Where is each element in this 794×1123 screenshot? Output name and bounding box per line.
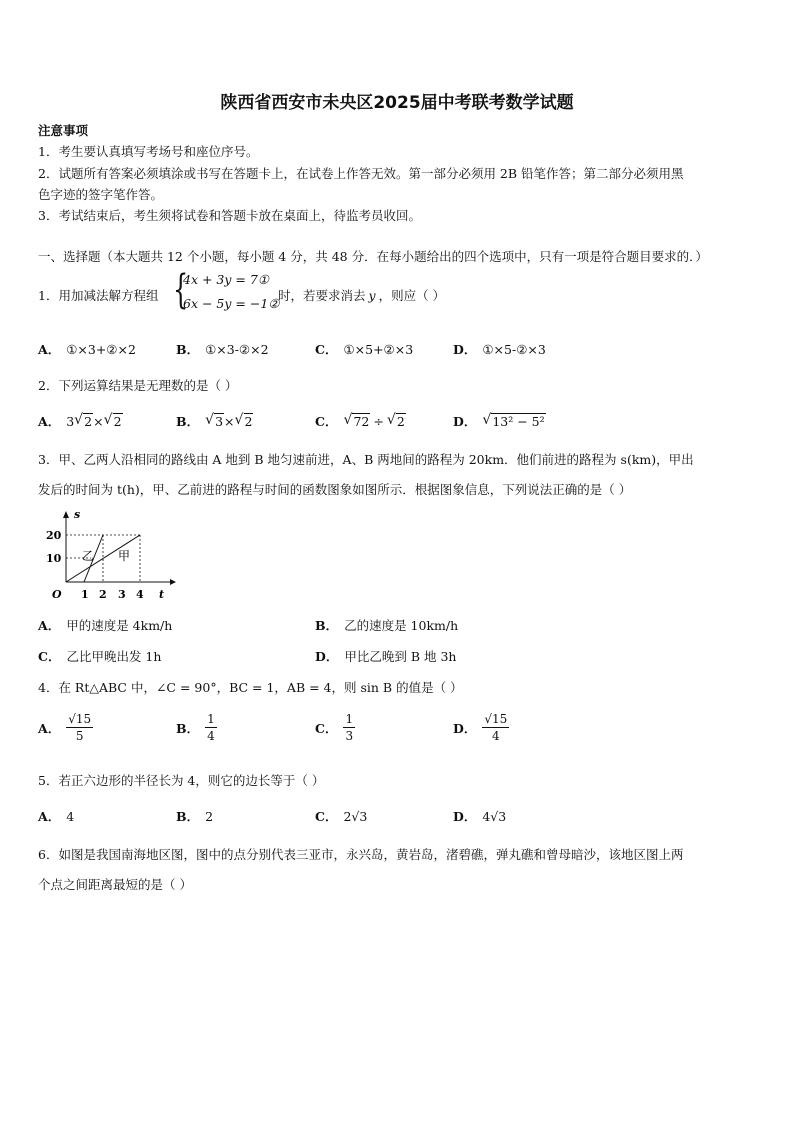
q1-tail: [278, 286, 445, 304]
operator: ÷: [373, 414, 384, 429]
option-label: C．: [315, 809, 338, 824]
operator: ×: [93, 414, 104, 429]
fraction: [482, 712, 509, 743]
option-text: ①×3+②×2: [66, 342, 136, 357]
option-label: A．: [38, 618, 61, 633]
option-text: ①×5-②×3: [482, 342, 546, 357]
q1-eq2: 6x − 5y = −1②: [183, 296, 280, 311]
q3-option-a[interactable]: [38, 616, 172, 634]
q5-option-b[interactable]: [176, 807, 213, 825]
x-tick-2: 2: [99, 588, 107, 601]
fraction: [343, 712, 355, 743]
fraction: [205, 712, 217, 743]
option-label: D．: [315, 649, 339, 664]
q3-option-b[interactable]: [315, 616, 458, 634]
numerator: √15: [68, 712, 92, 726]
q1-option-d[interactable]: [453, 340, 546, 358]
notice-item-1: 1．考生要认真填写考场号和座位序号。: [38, 144, 259, 159]
option-label: C．: [315, 342, 338, 357]
option-text: 2√3: [343, 809, 368, 824]
x-tick-1: 1: [81, 588, 89, 601]
option-label: A．: [38, 809, 61, 824]
option-text: ①×5+②×3: [343, 342, 414, 357]
q1-tail-a: 时，若要求消去: [278, 288, 366, 303]
q3-distance-time-graph: [36, 510, 176, 602]
option-label: B．: [176, 414, 200, 429]
option-text: 4: [66, 809, 75, 824]
q3-stem-2: 发后的时间为 t(h)，甲、乙前进的路程与时间的函数图象如图所示．根据图象信息，下列说法正确的是（ ）: [38, 482, 632, 497]
option-text: 乙的速度是 10km/h: [344, 618, 459, 633]
option-label: A．: [38, 342, 61, 357]
sqrt-term: √ 2: [386, 412, 405, 429]
option-label: C．: [315, 414, 338, 429]
q5-option-c[interactable]: [315, 807, 367, 825]
sqrt-term: √ 2: [103, 412, 122, 429]
notice-item-2: 2．试题所有答案必须填涂或书写在答题卡上，在试卷上作答无效。第一部分必须用 2B 铅笔作答；第二部分必须用黑: [38, 166, 684, 181]
denominator: 4: [207, 729, 215, 743]
option-label: B．: [176, 809, 200, 824]
q2-option-d[interactable]: [453, 412, 546, 430]
x-tick-4: 4: [136, 588, 144, 601]
numerator: 1: [207, 712, 215, 726]
option-label: B．: [315, 618, 339, 633]
q1-option-a[interactable]: [38, 340, 136, 358]
denominator: 3: [345, 729, 354, 743]
denominator: 4: [491, 729, 500, 743]
sqrt-term: √ 72: [343, 412, 370, 429]
series-yi-label: 乙: [82, 549, 95, 563]
q2-stem: 2．下列运算结果是无理数的是（ ）: [38, 378, 238, 393]
option-text: ①×3-②×2: [205, 342, 269, 357]
radicand: 2: [113, 414, 122, 429]
series-jia-label: 甲: [118, 549, 131, 563]
q4-option-a[interactable]: [38, 712, 93, 743]
option-label: D．: [453, 342, 477, 357]
notice-item-3: 3．考试结束后，考生须将试卷和答题卡放在桌面上，待监考员收回。: [38, 208, 421, 223]
q1-tail-b: ，则应（ ）: [378, 288, 446, 303]
x-axis-arrow-icon: [170, 579, 176, 585]
sqrt-term: √ 3: [205, 412, 224, 429]
y-tick-20: 20: [46, 529, 62, 542]
option-label: B．: [176, 342, 200, 357]
q4-option-b[interactable]: [176, 712, 217, 743]
option-label: C．: [315, 720, 338, 736]
q1-var: y: [368, 288, 376, 303]
radicand: 72: [353, 414, 370, 429]
q1-lead: 1．用加减法解方程组: [38, 288, 159, 303]
option-label: D．: [453, 720, 477, 736]
y-tick-10: 10: [46, 552, 62, 565]
radicand: 2: [84, 414, 93, 429]
q3-stem-1: 3．甲、乙两人沿相同的路线由 A 地到 B 地匀速前进，A、B 两地间的路程为 20km．他们前进的路程为 s(km)，甲出: [38, 452, 694, 467]
page-title: 陕西省西安市未央区2025届中考联考数学试题: [220, 93, 574, 113]
numerator: √15: [484, 712, 508, 726]
operator: ×: [224, 414, 235, 429]
option-label: D．: [453, 809, 477, 824]
fraction: [66, 712, 93, 743]
sqrt-term: √ 2: [74, 412, 93, 429]
radicand: 2: [396, 414, 405, 429]
sqrt-term: √ 2: [234, 412, 253, 429]
coef: 3: [66, 414, 75, 429]
q2-option-a[interactable]: [38, 412, 123, 430]
q1-option-c[interactable]: [315, 340, 413, 358]
option-label: A．: [38, 414, 61, 429]
y-axis-label: s: [74, 510, 81, 521]
radicand: 2: [244, 414, 253, 429]
denominator: 5: [75, 729, 84, 743]
brace-icon: {: [173, 267, 189, 313]
q3-option-c[interactable]: [38, 647, 161, 665]
q5-stem: 5．若正六边形的半径长为 4，则它的边长等于（ ）: [38, 773, 325, 788]
q5-option-a[interactable]: [38, 807, 74, 825]
option-text: 乙比甲晚出发 1h: [66, 649, 162, 664]
q4-option-c[interactable]: [315, 712, 355, 743]
x-axis-label: t: [159, 588, 165, 601]
y-axis-arrow-icon: [63, 511, 69, 518]
radicand: 3: [215, 414, 224, 429]
option-label: D．: [453, 414, 477, 429]
option-text: 甲比乙晚到 B 地 3h: [344, 649, 457, 664]
option-text: 4√3: [482, 809, 507, 824]
origin-label: O: [52, 588, 62, 601]
radicand: 13² − 5²: [492, 414, 545, 429]
q6-stem-1: 6．如图是我国南海地区图，图中的点分别代表三亚市，永兴岛，黄岩岛，渚碧礁，弹丸礁和曾母暗沙，该地区图上两: [38, 847, 684, 862]
section-heading: 一、选择题（本大题共 12 个小题，每小题 4 分，共 48 分．在每小题给出的四个选项中，只有一项是符合题目要求的．）: [38, 249, 708, 264]
q3-option-d[interactable]: [315, 647, 456, 665]
q4-option-d[interactable]: [453, 712, 509, 743]
sqrt-term: √ 13² − 5²: [482, 412, 545, 429]
q1-eq1: 4x + 3y = 7①: [183, 272, 270, 287]
x-tick-3: 3: [118, 588, 126, 601]
q1-option-b[interactable]: [176, 340, 269, 358]
q2-option-b[interactable]: [176, 412, 253, 430]
option-text: 甲的速度是 4km/h: [66, 618, 173, 633]
option-label: B．: [176, 720, 200, 736]
q4-stem: 4．在 Rt△ABC 中，∠C = 90°，BC = 1，AB = 4，则 sin B 的值是（ ）: [38, 680, 463, 695]
numerator: 1: [345, 712, 354, 726]
option-text: 2: [205, 809, 214, 824]
q6-stem-2: 个点之间距离最短的是（ ）: [38, 877, 192, 892]
notice-item-2-cont: 色字迹的签字笔作答。: [38, 187, 164, 202]
notice-heading: 注意事项: [38, 123, 89, 138]
q1-equation-system: [173, 267, 293, 316]
q2-option-c[interactable]: [315, 412, 406, 430]
q5-option-d[interactable]: [453, 807, 506, 825]
option-label: C．: [38, 649, 61, 664]
option-label: A．: [38, 720, 61, 736]
